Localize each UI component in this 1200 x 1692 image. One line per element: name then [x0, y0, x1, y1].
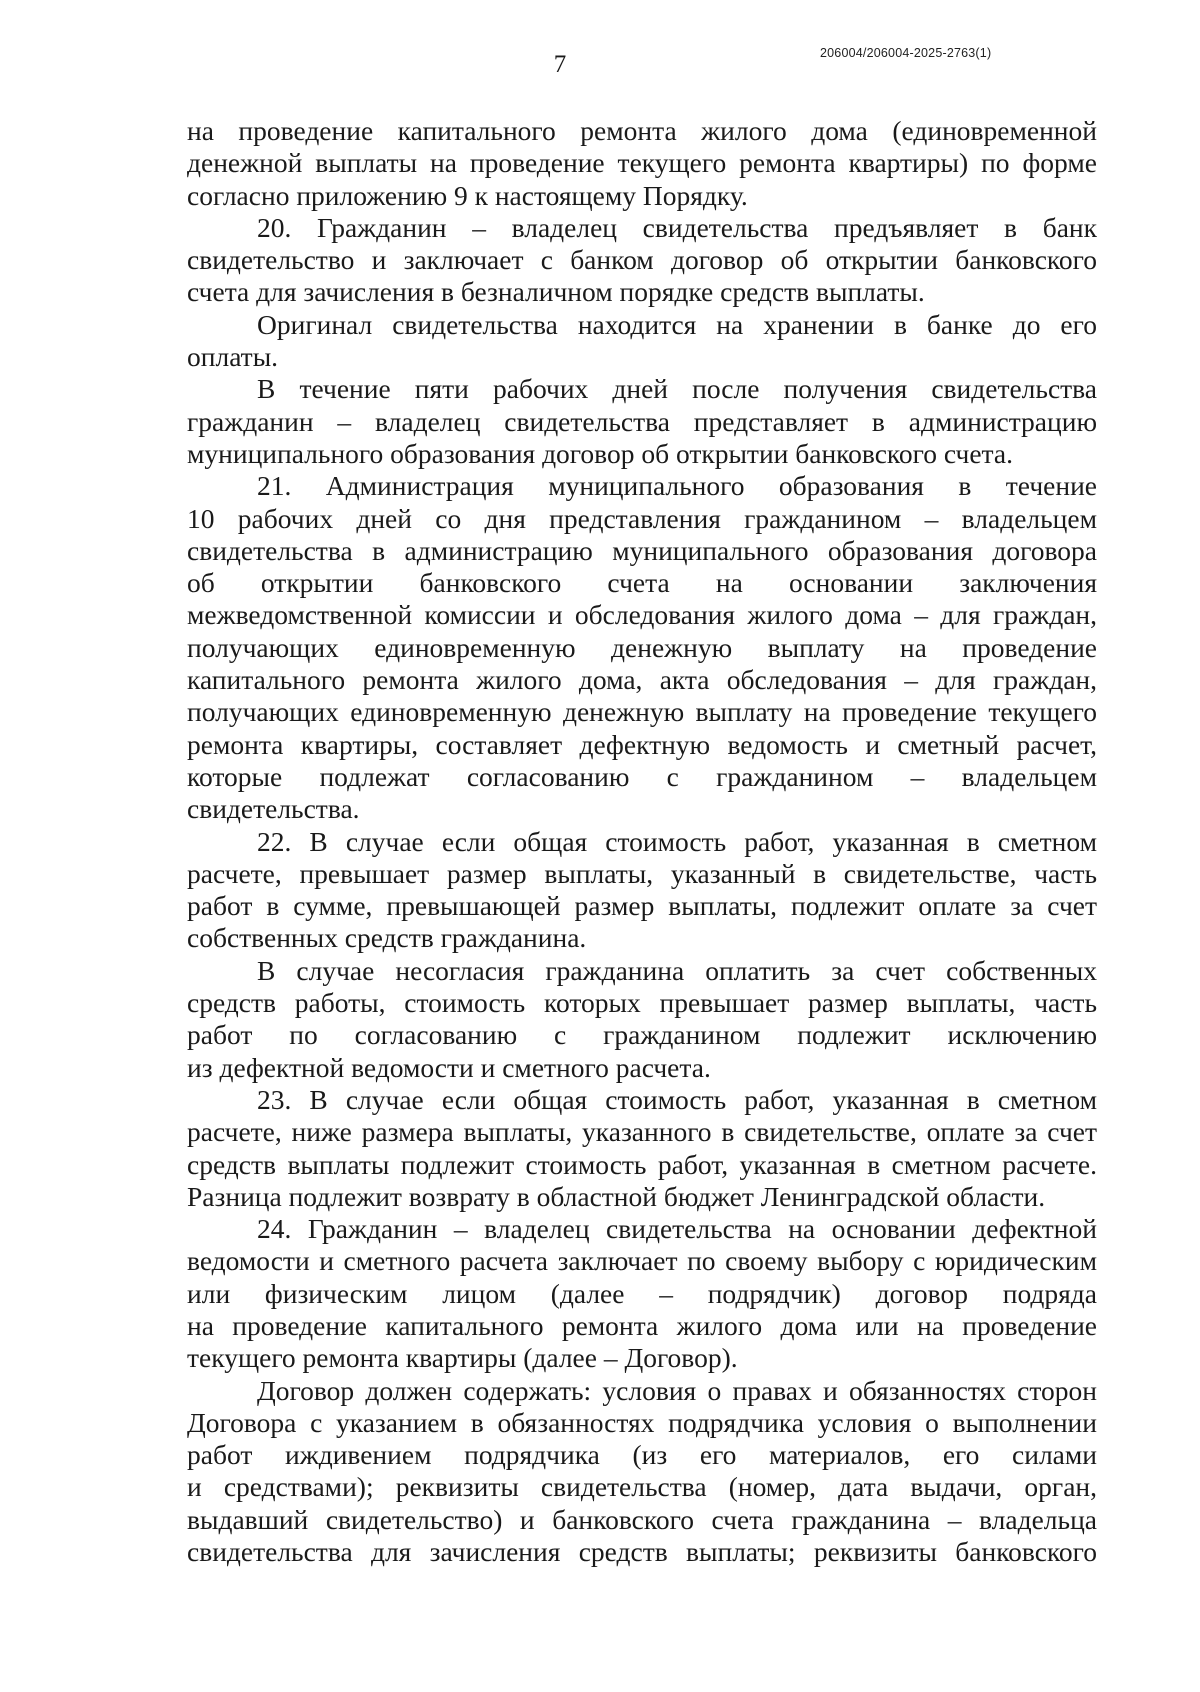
text-line: расчете, превышает размер выплаты, указанный в свидетельстве, часть	[187, 857, 1097, 889]
text-line: В случае несогласия гражданина оплатить за счет собственных	[257, 954, 1097, 986]
paragraph	[187, 1213, 1097, 1374]
text-line: из дефектной ведомости и сметного расчета.	[187, 1051, 711, 1083]
paragraph	[187, 212, 1097, 309]
text-line: ремонта квартиры, составляет дефектную ведомость и сметный расчет,	[187, 728, 1097, 760]
paragraph	[187, 1375, 1097, 1569]
text-line: выдавший свидетельство) и банковского счета гражданина – владельца	[187, 1503, 1097, 1535]
paragraph	[187, 373, 1097, 470]
paragraph	[187, 1084, 1097, 1213]
text-line: свидетельство и заключает с банком договор об открытии банковского	[187, 244, 1097, 276]
text-line: 24. Гражданин – владелец свидетельства на основании дефектной	[257, 1213, 1097, 1245]
text-line: 23. В случае если общая стоимость работ, указанная в сметном	[257, 1083, 1097, 1115]
text-line: 21. Администрация муниципального образования в течение	[257, 470, 1097, 502]
page-number: 7	[553, 51, 567, 78]
text-line: расчете, ниже размера выплаты, указанного в свидетельстве, оплате за счет	[187, 1116, 1097, 1148]
text-line: которые подлежат согласованию с гражданином – владельцем	[187, 760, 1097, 792]
text-line: получающих единовременную денежную выплату на проведение текущего	[187, 696, 1097, 728]
text-line: работ иждивением подрядчика (из его материалов, его силами	[187, 1439, 1097, 1471]
text-line: собственных средств гражданина.	[187, 922, 587, 954]
text-line: согласно приложению 9 к настоящему Порядку.	[187, 179, 748, 211]
text-line: на проведение капитального ремонта жилого дома (единовременной	[187, 115, 1097, 146]
text-line: средств работы, стоимость которых превышает размер выплаты, часть	[187, 987, 1097, 1019]
text-line: свидетельства для зачисления средств выплаты; реквизиты банковского	[187, 1536, 1097, 1568]
document-registration-number: 206004/206004-2025-2763(1)	[820, 46, 992, 60]
paragraph	[187, 115, 1097, 212]
text-line: 20. Гражданин – владелец свидетельства предъявляет в банк	[257, 211, 1097, 243]
text-line: работ по согласованию с гражданином подлежит исключению	[187, 1019, 1097, 1051]
text-line: средств выплаты подлежит стоимость работ, указанная в сметном расчете.	[187, 1148, 1097, 1180]
text-line: капитального ремонта жилого дома, акта обследования – для граждан,	[187, 664, 1097, 696]
paragraph	[187, 955, 1097, 1084]
text-line: на проведение капитального ремонта жилого дома или на проведение	[187, 1309, 1097, 1341]
text-line: свидетельства в администрацию муниципального образования договора	[187, 534, 1097, 566]
text-line: Оригинал свидетельства находится на хранении в банке до его	[257, 308, 1097, 340]
text-line: 10 рабочих дней со дня представления гражданином – владельцем	[187, 502, 1097, 534]
paragraph	[187, 826, 1097, 955]
text-line: межведомственной комиссии и обследования жилого дома – для граждан,	[187, 599, 1097, 631]
text-line: В течение пяти рабочих дней после получения свидетельства	[257, 373, 1097, 405]
text-line: оплаты.	[187, 341, 279, 373]
text-line: гражданин – владелец свидетельства представляет в администрацию	[187, 405, 1097, 437]
text-line: об открытии банковского счета на основании заключения	[187, 567, 1097, 599]
text-line: или физическим лицом (далее – подрядчик) договор подряда	[187, 1277, 1097, 1309]
text-line: муниципального образования договор об открытии банковского счета.	[187, 437, 1013, 469]
text-line: счета для зачисления в безналичном порядке средств выплаты.	[187, 276, 925, 308]
text-line: ведомости и сметного расчета заключает по своему выбору с юридическим	[187, 1245, 1097, 1277]
text-line: 22. В случае если общая стоимость работ, указанная в сметном	[257, 825, 1097, 857]
text-line: получающих единовременную денежную выплату на проведение	[187, 631, 1097, 663]
text-line: Договора с указанием в обязанностях подрядчика условия о выполнении	[187, 1406, 1097, 1438]
text-line: работ в сумме, превышающей размер выплаты, подлежит оплате за счет	[187, 890, 1097, 922]
text-line: Разница подлежит возврату в областной бюджет Ленинградской области.	[187, 1180, 1046, 1212]
paragraph	[187, 470, 1097, 825]
document-body	[187, 115, 1097, 1568]
text-line: Договор должен содержать: условия о правах и обязанностях сторон	[257, 1374, 1097, 1406]
text-line: денежной выплаты на проведение текущего ремонта квартиры) по форме	[187, 147, 1097, 179]
text-line: свидетельства.	[187, 793, 360, 825]
text-line: текущего ремонта квартиры (далее – Договор).	[187, 1342, 738, 1374]
text-line: и средствами); реквизиты свидетельства (номер, дата выдачи, орган,	[187, 1471, 1097, 1503]
paragraph	[187, 309, 1097, 374]
